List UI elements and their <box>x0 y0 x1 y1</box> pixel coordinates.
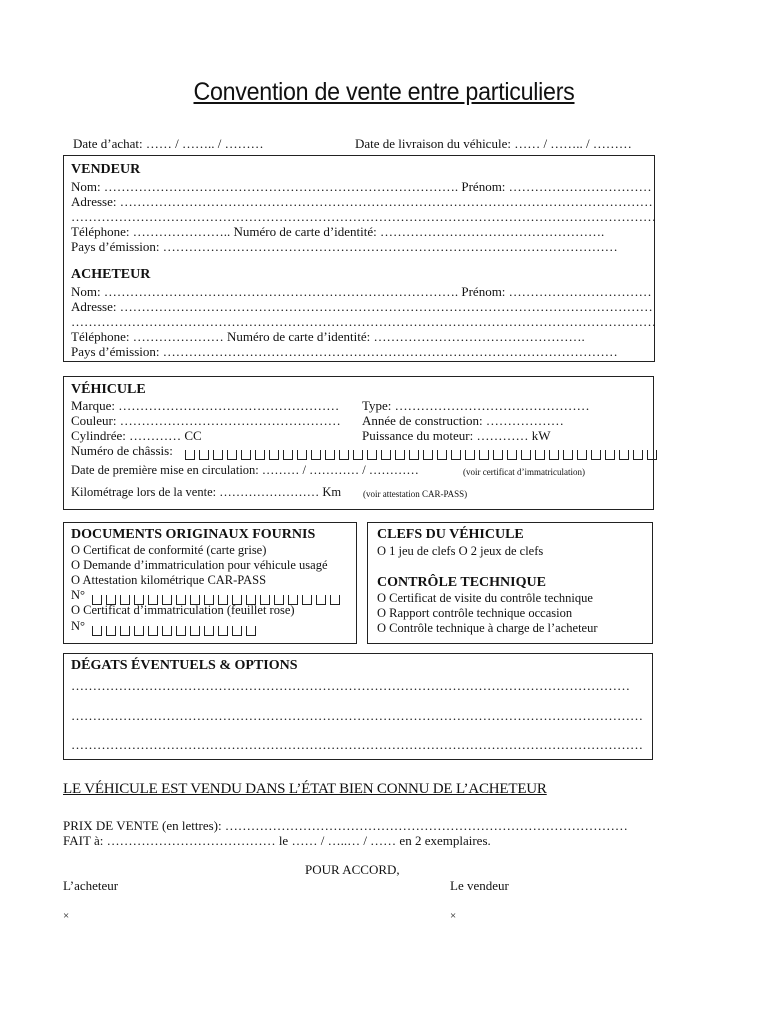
number-digit-box[interactable] <box>232 626 242 636</box>
chassis-boxes[interactable] <box>185 446 661 464</box>
circulation-field[interactable]: Date de première mise en circulation: ……… / ………… / ………… <box>71 463 419 477</box>
number-digit-box[interactable] <box>437 450 447 460</box>
doc-option-immatriculation[interactable]: O Certificat d’immatriculation (feuillet rose) <box>71 603 295 617</box>
chassis-label: Numéro de châssis: <box>71 443 173 458</box>
number-digit-box[interactable] <box>549 450 559 460</box>
number-digit-box[interactable] <box>302 595 312 605</box>
doc-option-conformite[interactable]: O Certificat de conformité (carte grise) <box>71 543 267 557</box>
number-digit-box[interactable] <box>241 450 251 460</box>
puissance-field[interactable]: Puissance du moteur: ………… kW <box>362 428 551 443</box>
number-digit-box[interactable] <box>647 450 657 460</box>
kilometrage-field[interactable]: Kilométrage lors de la vente: …………………… Km <box>71 485 342 499</box>
prix-field[interactable]: PRIX DE VENTE (en lettres): ………………………………………………………………………………… <box>63 818 628 833</box>
acheteur-adresse-line2[interactable]: ……………………………………………………………………………………………………………………… <box>71 314 656 329</box>
annee-field[interactable]: Année de construction: ……………… <box>362 413 564 428</box>
vendeur-pays-field[interactable]: Pays d’émission: …………………………………………………………………………………………… <box>71 239 618 254</box>
number-digit-box[interactable] <box>423 450 433 460</box>
acheteur-adresse-field[interactable]: Adresse: …………………………………………………………………………………………………………… <box>71 299 653 314</box>
number-digit-box[interactable] <box>316 595 326 605</box>
acheteur-telephone-field[interactable]: Téléphone: ………………… Numéro de carte d’identité: …………………………………………. <box>71 329 585 344</box>
acheteur-signature-label: L’acheteur <box>63 878 119 893</box>
number-digit-box[interactable] <box>465 450 475 460</box>
clefs-options[interactable]: O 1 jeu de clefs O 2 jeux de clefs <box>377 544 544 558</box>
degats-line-1[interactable]: ………………………………………………………………………………………………………………… <box>71 678 630 693</box>
number-digit-box[interactable] <box>535 450 545 460</box>
number-digit-box[interactable] <box>577 450 587 460</box>
page-title: Convention de vente entre particuliers <box>193 78 575 106</box>
documents-heading: DOCUMENTS ORIGINAUX FOURNIS <box>71 527 316 542</box>
degats-heading: DÉGATS ÉVENTUELS & OPTIONS <box>71 658 298 673</box>
number-digit-box[interactable] <box>563 450 573 460</box>
number-digit-box[interactable] <box>218 626 228 636</box>
acheteur-heading: ACHETEUR <box>71 267 151 282</box>
number-digit-box[interactable] <box>204 626 214 636</box>
number-digit-box[interactable] <box>246 626 256 636</box>
acheteur-pays-field[interactable]: Pays d’émission: …………………………………………………………………………………………… <box>71 344 618 359</box>
vendeur-adresse-line2[interactable]: ……………………………………………………………………………………………………………………… <box>71 209 656 224</box>
vendeur-adresse-field[interactable]: Adresse: …………………………………………………………………………………………………………… <box>71 194 653 209</box>
date-achat-field[interactable]: Date d’achat: …… / …….. / ……… <box>73 136 264 151</box>
number-digit-box[interactable] <box>605 450 615 460</box>
number-digit-box[interactable] <box>148 626 158 636</box>
clefs-heading: CLEFS DU VÉHICULE <box>377 527 524 542</box>
vendeur-signature-mark[interactable]: × <box>450 910 457 922</box>
vendeur-signature-label: Le vendeur <box>450 878 509 893</box>
number-digit-box[interactable] <box>330 595 340 605</box>
circulation-note: (voir certificat d’immatriculation) <box>463 467 585 477</box>
vendeur-telephone-field[interactable]: Téléphone: ………………….. Numéro de carte d’identité: ……………………………………………. <box>71 224 605 239</box>
controle-option-visite[interactable]: O Certificat de visite du contrôle technique <box>377 591 593 605</box>
number-digit-box[interactable] <box>339 450 349 460</box>
vehicule-heading: VÉHICULE <box>71 382 146 397</box>
number-digit-box[interactable] <box>176 626 186 636</box>
number-digit-box[interactable] <box>619 450 629 460</box>
number-digit-box[interactable] <box>507 450 517 460</box>
pour-accord-label: POUR ACCORD, <box>305 862 400 877</box>
number-digit-box[interactable] <box>633 450 643 460</box>
degats-line-2[interactable]: …………………………………………………………………………………………………………………… <box>71 708 643 723</box>
number-digit-box[interactable] <box>199 450 209 460</box>
doc-option-carpass[interactable]: O Attestation kilométrique CAR-PASS <box>71 573 267 587</box>
couleur-field[interactable]: Couleur: …………………………………………… <box>71 413 341 428</box>
kilometrage-note: (voir attestation CAR-PASS) <box>363 489 468 499</box>
marque-field[interactable]: Marque: …………………………………………… <box>71 398 340 413</box>
number-digit-box[interactable] <box>190 626 200 636</box>
number-digit-box[interactable] <box>367 450 377 460</box>
immatriculation-number-boxes[interactable] <box>92 622 260 640</box>
vendeur-nom-field[interactable]: Nom: ………………………………………………………………………. Prénom: …………………………… <box>71 179 652 194</box>
number-digit-box[interactable] <box>325 450 335 460</box>
vendeur-heading: VENDEUR <box>71 162 141 177</box>
number-digit-box[interactable] <box>479 450 489 460</box>
number-digit-box[interactable] <box>185 450 195 460</box>
doc-number-label: N° <box>71 588 86 602</box>
cylindree-field[interactable]: Cylindrée: ………… CC <box>71 428 202 443</box>
number-digit-box[interactable] <box>311 450 321 460</box>
fait-field[interactable]: FAIT à: ………………………………… le …… / …..… / …… en 2 exemplaires. <box>63 833 491 848</box>
number-digit-box[interactable] <box>269 450 279 460</box>
number-digit-box[interactable] <box>213 450 223 460</box>
number-digit-box[interactable] <box>162 626 172 636</box>
type-field[interactable]: Type: ……………………………………… <box>362 398 590 413</box>
number-digit-box[interactable] <box>381 450 391 460</box>
number-digit-box[interactable] <box>409 450 419 460</box>
verdict-statement: LE VÉHICULE EST VENDU DANS L’ÉTAT BIEN CONNU DE L’ACHETEUR <box>63 781 547 797</box>
degats-line-3[interactable]: …………………………………………………………………………………………………………………… <box>71 737 643 752</box>
doc-option-demande[interactable]: O Demande d’immatriculation pour véhicule usagé <box>71 558 328 572</box>
controle-heading: CONTRÔLE TECHNIQUE <box>377 575 546 590</box>
number-digit-box[interactable] <box>297 450 307 460</box>
number-digit-box[interactable] <box>92 626 102 636</box>
doc-number-label-2: N° <box>71 619 86 633</box>
controle-option-rapport[interactable]: O Rapport contrôle technique occasion <box>377 606 573 620</box>
number-digit-box[interactable] <box>395 450 405 460</box>
number-digit-box[interactable] <box>353 450 363 460</box>
number-digit-box[interactable] <box>591 450 601 460</box>
number-digit-box[interactable] <box>106 626 116 636</box>
number-digit-box[interactable] <box>120 626 130 636</box>
number-digit-box[interactable] <box>493 450 503 460</box>
number-digit-box[interactable] <box>283 450 293 460</box>
number-digit-box[interactable] <box>451 450 461 460</box>
date-livraison-field[interactable]: Date de livraison du véhicule: …… / …….. / ……… <box>355 136 632 151</box>
number-digit-box[interactable] <box>255 450 265 460</box>
acheteur-signature-mark[interactable]: × <box>63 910 70 922</box>
controle-option-acheteur[interactable]: O Contrôle technique à charge de l’acheteur <box>377 621 598 635</box>
number-digit-box[interactable] <box>227 450 237 460</box>
number-digit-box[interactable] <box>521 450 531 460</box>
acheteur-nom-field[interactable]: Nom: ………………………………………………………………………. Prénom: …………………………… <box>71 284 652 299</box>
number-digit-box[interactable] <box>134 626 144 636</box>
